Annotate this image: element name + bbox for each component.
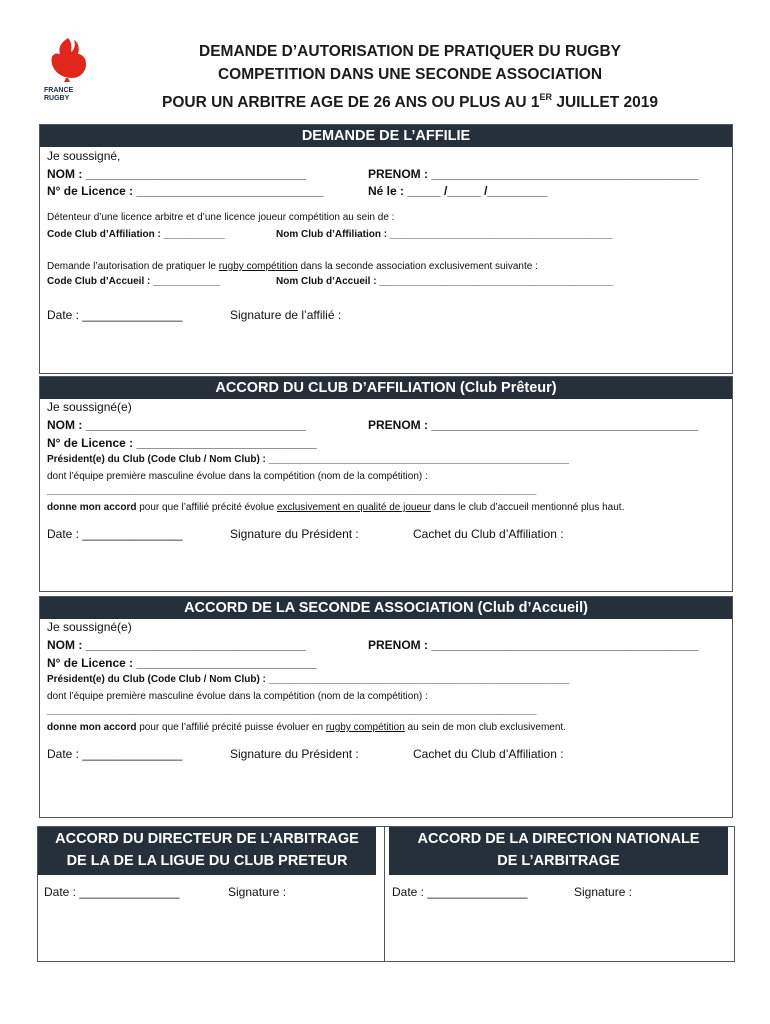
- president-club-field[interactable]: Président(e) du Club (Code Club / Nom Club) : ______________________________________________________: [47, 674, 569, 685]
- nom-club-accueil-field[interactable]: Nom Club d’Accueil : __________________________________________: [276, 276, 613, 287]
- nom-field[interactable]: NOM : _________________________________: [47, 638, 306, 652]
- accord-text: donne mon accord pour que l’affilié précité évolue exclusivement en qualité de joueur dans le club d’accueil mentionné plus haut.: [47, 502, 625, 513]
- logo-text: FRANCE RUGBY: [44, 87, 74, 102]
- birthdate-field[interactable]: Né le : _____ /_____ /_________: [368, 184, 548, 198]
- section-header: ACCORD DU DIRECTEUR DE L’ARBITRAGE DE LA DE LA LIGUE DU CLUB PRETEUR: [38, 827, 376, 875]
- section-header: DEMANDE DE L’AFFILIE: [40, 125, 732, 147]
- prenom-field[interactable]: PRENOM : ________________________________________: [368, 167, 699, 181]
- section-header: ACCORD DU CLUB D’AFFILIATION (Club Prêteur): [40, 377, 732, 399]
- section-club-affiliation: [39, 376, 733, 592]
- code-club-affiliation-field[interactable]: Code Club d’Affiliation : ___________: [47, 229, 225, 240]
- date-field[interactable]: Date : _______________: [47, 308, 183, 322]
- nom-field[interactable]: NOM : _________________________________: [47, 418, 306, 432]
- section-direction-nationale: [384, 826, 735, 962]
- demande-text: Demande l’autorisation de pratiquer le rugby compétition dans la seconde association exclusivement suivante :: [47, 261, 538, 272]
- section-header: ACCORD DE LA DIRECTION NATIONALE DE L’ARBITRAGE: [389, 827, 728, 875]
- rooster-icon: [44, 36, 94, 82]
- signature-president-label: Signature du Président :: [230, 747, 359, 761]
- prenom-field[interactable]: PRENOM : ________________________________________: [368, 418, 699, 432]
- competition-field[interactable]: ________________________________________________________________________________________: [47, 705, 537, 716]
- je-soussigne-label: Je soussigné(e): [47, 400, 132, 414]
- section-header: ACCORD DE LA SECONDE ASSOCIATION (Club d’Accueil): [40, 597, 732, 619]
- france-rugby-logo: [44, 36, 94, 104]
- date-field[interactable]: Date : _______________: [47, 747, 183, 761]
- section-seconde-association: [39, 596, 733, 818]
- section-demande-affilie: [39, 124, 733, 374]
- signature-affilie-label: Signature de l’affilié :: [230, 308, 342, 322]
- licence-field[interactable]: N° de Licence : ____________________________: [47, 184, 324, 198]
- je-soussigne-label: Je soussigné(e): [47, 620, 132, 634]
- code-club-accueil-field[interactable]: Code Club d’Accueil : ____________: [47, 276, 220, 287]
- licence-field[interactable]: N° de Licence : ___________________________: [47, 436, 317, 450]
- je-soussigne-label: Je soussigné,: [47, 149, 121, 163]
- date-field[interactable]: Date : _______________: [44, 885, 180, 899]
- signature-president-label: Signature du Président :: [230, 527, 359, 541]
- equipe-text: dont l’équipe première masculine évolue dans la compétition (nom de la compétition) :: [47, 471, 428, 482]
- accord-text: donne mon accord pour que l’affilié précité puisse évoluer en rugby compétition au sein de mon club exclusivement.: [47, 722, 566, 733]
- prenom-field[interactable]: PRENOM : ________________________________________: [368, 638, 699, 652]
- signature-label: Signature :: [574, 885, 633, 899]
- cachet-club-label: Cachet du Club d’Affiliation :: [413, 747, 564, 761]
- licence-field[interactable]: N° de Licence : ___________________________: [47, 656, 317, 670]
- president-club-field[interactable]: Président(e) du Club (Code Club / Nom Club) : ______________________________________________________: [47, 454, 569, 465]
- equipe-text: dont l’équipe première masculine évolue dans la compétition (nom de la compétition) :: [47, 691, 428, 702]
- date-field[interactable]: Date : _______________: [392, 885, 528, 899]
- detenteur-text: Détenteur d’une licence arbitre et d’une licence joueur compétition au sein de :: [47, 212, 395, 223]
- nom-club-affiliation-field[interactable]: Nom Club d’Affiliation : ________________________________________: [276, 229, 613, 240]
- date-field[interactable]: Date : _______________: [47, 527, 183, 541]
- section-directeur-arbitrage: [37, 826, 385, 962]
- cachet-club-label: Cachet du Club d’Affiliation :: [413, 527, 564, 541]
- competition-field[interactable]: ________________________________________________________________________________________: [47, 485, 537, 496]
- nom-field[interactable]: NOM : _________________________________: [47, 167, 306, 181]
- signature-label: Signature :: [228, 885, 287, 899]
- page-title: DEMANDE D’AUTORISATION DE PRATIQUER DU RUGBY COMPETITION DANS UNE SECONDE ASSOCIATION POUR UN ARBITRE AGE DE 26 ANS OU PLUS AU 1ER JUILLET 2019: [162, 43, 658, 111]
